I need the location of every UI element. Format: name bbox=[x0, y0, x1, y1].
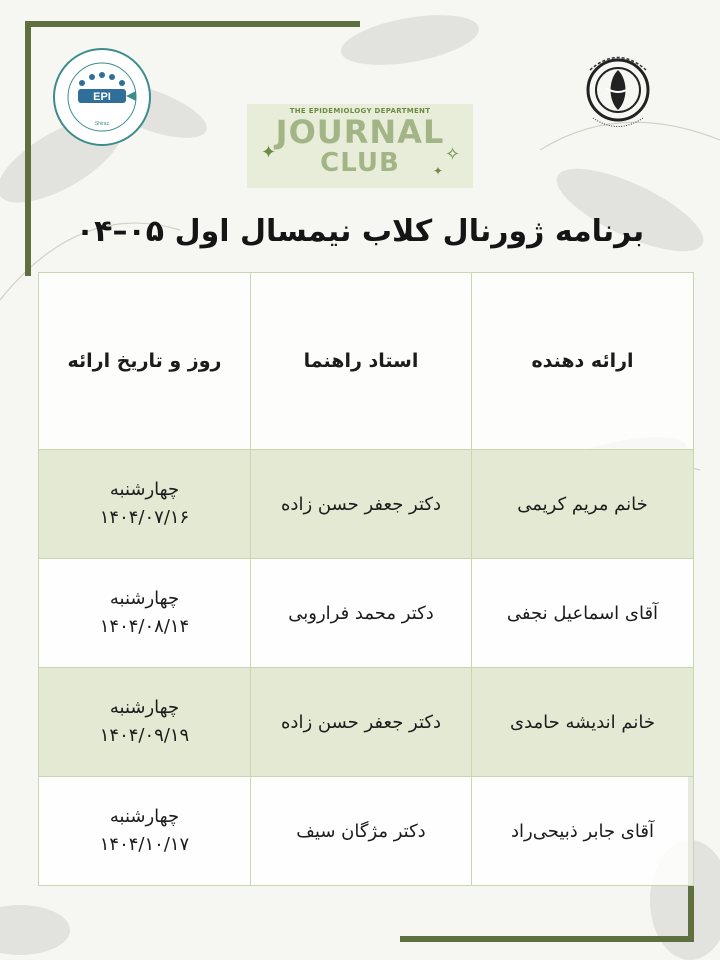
epi-logo-text: EPI bbox=[93, 91, 111, 103]
table-row bbox=[39, 777, 694, 886]
badge-journal: JOURNAL bbox=[275, 113, 445, 151]
schedule-table bbox=[38, 272, 694, 886]
table-row bbox=[39, 668, 694, 777]
frame-bottom-right-horizontal bbox=[400, 936, 694, 942]
day-label: چهارشنبه bbox=[109, 479, 180, 500]
sparkle-icon: ✧ bbox=[445, 144, 461, 165]
table-row bbox=[39, 559, 694, 668]
presenter-cell: خانم مریم کریمی bbox=[472, 450, 694, 559]
table-header-row bbox=[39, 273, 694, 450]
supervisor-cell: دکتر جعفر حسن زاده bbox=[251, 450, 472, 559]
date-label: ۱۴۰۴/۱۰/۱۷ bbox=[99, 834, 190, 855]
header-presenter: ارائه دهنده bbox=[472, 273, 694, 450]
date-label: ۱۴۰۴/۰۸/۱۴ bbox=[99, 616, 190, 637]
table-row bbox=[39, 450, 694, 559]
date-label: ۱۴۰۴/۰۹/۱۹ bbox=[99, 725, 190, 746]
epidemiology-logo bbox=[52, 47, 152, 147]
frame-top-left-vertical bbox=[25, 21, 31, 276]
svg-text:Shiraz: Shiraz bbox=[94, 121, 110, 127]
badge-department: THE EPIDEMIOLOGY DEPARTMENT bbox=[289, 107, 431, 115]
frame-top-left-horizontal bbox=[25, 21, 360, 27]
date-cell bbox=[39, 777, 251, 886]
supervisor-cell: دکتر مژگان سیف bbox=[251, 777, 472, 886]
badge-club: CLUB bbox=[320, 148, 400, 178]
journal-club-badge bbox=[247, 104, 473, 188]
day-label: چهارشنبه bbox=[109, 697, 180, 718]
date-cell bbox=[39, 668, 251, 777]
sparkle-icon: ✦ bbox=[261, 142, 277, 163]
day-label: چهارشنبه bbox=[109, 588, 180, 609]
presenter-cell: آقای جابر ذبیحی‌راد bbox=[472, 777, 694, 886]
header-supervisor: استاد راهنما bbox=[251, 273, 472, 450]
date-cell bbox=[39, 559, 251, 668]
university-logo bbox=[568, 40, 668, 140]
supervisor-cell: دکتر محمد فراروبی bbox=[251, 559, 472, 668]
header-date: روز و تاریخ ارائه bbox=[39, 273, 251, 450]
presenter-cell: خانم اندیشه حامدی bbox=[472, 668, 694, 777]
page-title: برنامه ژورنال کلاب نیمسال اول ۰۵–۰۴ bbox=[75, 214, 645, 249]
date-cell bbox=[39, 450, 251, 559]
day-label: چهارشنبه bbox=[109, 806, 180, 827]
supervisor-cell: دکتر جعفر حسن زاده bbox=[251, 668, 472, 777]
sparkle-icon: ✦ bbox=[433, 164, 444, 178]
presenter-cell: آقای اسماعیل نجفی bbox=[472, 559, 694, 668]
date-label: ۱۴۰۴/۰۷/۱۶ bbox=[99, 507, 190, 528]
